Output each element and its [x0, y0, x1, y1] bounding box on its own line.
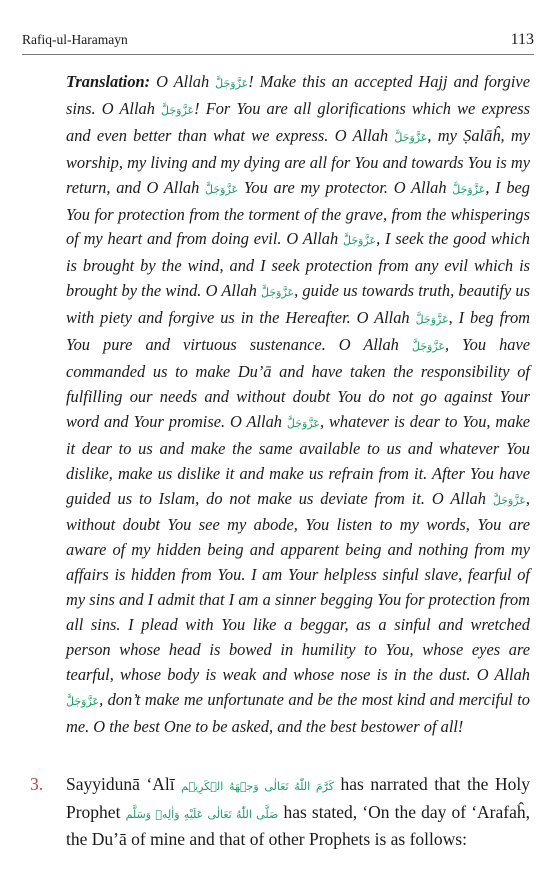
arabic-honorific: عَزَّوَجَلَّ: [286, 416, 320, 430]
text-run: has stated, ‘On the day of ‘Arafaĥ, the Du’ā of mine and that of other Prophets is as follows:: [66, 801, 530, 849]
text-run: , my Ṣalāĥ, my worship, my living and my dying are all for You and towards You is my return, and O Allah: [66, 125, 530, 197]
text-run: has narrated that the Holy Prophet: [66, 774, 530, 822]
text-run: , I beg from You pure and virtuous sustenance. O Allah: [66, 308, 530, 355]
text-run: , You have commanded us to make Du’ā and have taken the responsibility of fulfilling our needs and without doubt You do not go against Your word and Your promise. O Allah: [66, 335, 531, 431]
arabic-honorific: عَزَّوَجَلَّ: [452, 182, 486, 196]
text-run: O Allah: [150, 72, 216, 91]
text-run: Sayyidunā ‘Alī: [66, 774, 182, 794]
text-run: , whatever is dear to You, make it dear to us and make the same available to us and whatever You dislike, make us dislike it and make us refrain from it. After You have guided us to Islam, do not make us deviate from it. O Allah: [66, 411, 530, 508]
arabic-honorific: عَزَّوَجَلَّ: [66, 694, 100, 708]
text-run: , without doubt You see my abode, You listen to my words, You are aware of my hidden being and apparent being and nothing from my affairs is hidden from You. I am Your helpless sinful slave, fearful of my sins and I admit that I am a sinner begging You for protection from all sins. I plead with You like a beggar, as a sinful and wretched person whose head is bowed in humility to You, whose eyes are tearful, whose body is weak and whose nose is in the dust. O Allah: [66, 488, 530, 684]
text-run: , I seek the good which is brought by the wind, and I seek protection from any evil which is brought by the wind. O Allah: [66, 229, 530, 301]
book-title: Rafiq-ul-Haramayn: [22, 32, 128, 47]
arabic-honorific: صَلَّى اللّٰهُ تَعَالٰى عَلَيْهِ وَاٰلِهٖ وَسَلَّم: [125, 807, 279, 821]
item-number: 3.: [30, 774, 44, 794]
text-run: ! Make this an accepted Hajj and forgive sins. O Allah: [66, 72, 530, 118]
text-run: You are my protector. O Allah: [238, 177, 453, 197]
arabic-honorific: عَزَّوَجَلَّ: [415, 313, 449, 327]
arabic-honorific: عَزَّوَجَلَّ: [261, 286, 295, 300]
running-header: [22, 30, 534, 55]
item-text: [66, 772, 530, 853]
arabic-honorific: عَزَّوَجَلَّ: [161, 103, 195, 117]
translation-paragraph: [66, 70, 530, 740]
arabic-honorific: كَرَّمَ اللّٰهُ تَعَالٰی وَجۡهَهُ الۡكَرِيۡم: [181, 780, 334, 793]
arabic-honorific: عَزَّوَجَلَّ: [492, 493, 526, 507]
translation-text: [66, 72, 530, 736]
list-item-3: [30, 772, 530, 853]
text-run: , I beg You for protection from the torment of the grave, from the whisperings of my heart and from doing evil. O Allah: [66, 177, 530, 249]
arabic-honorific: عَزَّوَجَلَّ: [343, 234, 377, 248]
text-run: , guide us towards truth, beautify us with piety and forgive us in the Hereafter. O Allah: [66, 281, 530, 328]
text-run: ! For You are all glorifications which we express and even better than what we express. O Allah: [66, 98, 530, 145]
arabic-honorific: عَزَّوَجَلَّ: [411, 340, 445, 354]
page-number: 113: [510, 31, 534, 48]
arabic-honorific: عَزَّوَجَلَّ: [205, 182, 239, 196]
arabic-honorific: عَزَّوَجَلَّ: [215, 77, 249, 90]
text-run: , don’t make me unfortunate and be the most kind and merciful to me. O the best One to be asked, and the best bestower of all!: [66, 689, 530, 736]
translation-label: Translation:: [66, 72, 151, 91]
arabic-honorific: عَزَّوَجَلَّ: [394, 130, 428, 144]
